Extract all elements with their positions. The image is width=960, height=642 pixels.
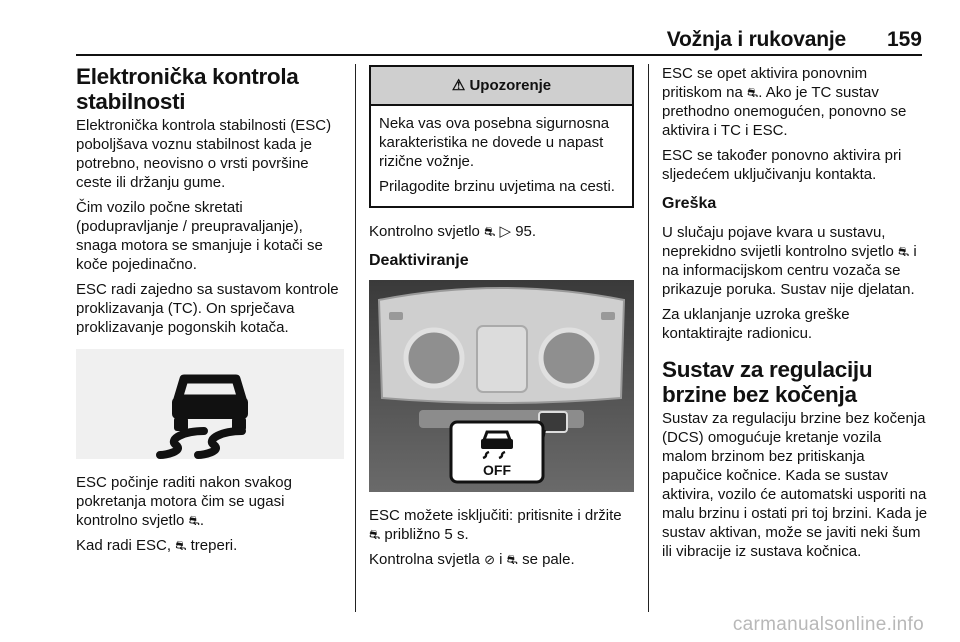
warning-body xyxy=(371,106,632,206)
column-1 xyxy=(76,64,344,561)
paragraph: ESC počinje raditi nakon svakog pokretanja motora čim se ugasi kontrolno svjetlo ⛐. xyxy=(76,474,292,529)
esc-symbol-illustration xyxy=(76,349,344,459)
esc-icon: ⛐ xyxy=(175,538,187,553)
console-photo xyxy=(369,280,634,492)
paragraph: Za uklanjanje uzroka greške kontaktirajte radionicu. xyxy=(662,306,850,342)
page-number: 159 xyxy=(886,28,922,51)
esc-icon: ⛐ xyxy=(188,513,200,528)
esc-icon: ⛐ xyxy=(897,244,910,259)
column-divider xyxy=(648,64,649,612)
esc-off-icon: ⛐ xyxy=(369,527,381,542)
warning-triangle-icon: ⚠ xyxy=(451,77,466,94)
esc-icon: ⛐ xyxy=(484,224,496,239)
warning-header: ⚠ Upozorenje xyxy=(371,67,632,106)
section-heading-esc: Elektronička kontrola stabilnosti xyxy=(76,64,299,114)
esc-off-icon: ⛐ xyxy=(747,85,759,100)
subheading-fault: Greška xyxy=(662,195,717,212)
esc-icon xyxy=(76,349,344,459)
off-button-label: OFF xyxy=(483,462,511,478)
paragraph: ESC radi zajedno sa sustavom kontrole proklizavanja (TC). On sprječava proklizavanje pogonskih kotača. xyxy=(76,281,339,336)
column-2 xyxy=(369,64,634,575)
paragraph: Čim vozilo počne skretati (podupravljanje / preupravaljanje), snaga motora se smanjuje i kotači se koče pojedinačno. xyxy=(76,199,323,273)
paragraph: Sustav za regulaciju brzine bez kočenja (DCS) omogućuje kretanje vozila malom brzinom bez pritiskanja papučice kočnice. Kada se sustav aktivira, vozilo će automatski usporiti na malu brzinu i ostati pri toj brzini. Kada je sustav aktivan, može se javiti neki šum ili vibracije iz sustava kočnica. xyxy=(662,410,928,560)
paragraph: U slučaju pojave kvara u sustavu, neprekidno svijetli kontrolno svjetlo ⛐ i na informacijskom centru vozača se prikazuje poruka. Sustav nije djelatan. xyxy=(662,224,917,298)
paragraph: Elektronička kontrola stabilnosti (ESC) poboljšava voznu stabilnost kada je potrebno, neovisno o vrsti površine ceste ili držanju gume. xyxy=(76,117,332,191)
watermark: carmanualsonline.info xyxy=(732,614,924,635)
header-rule xyxy=(76,54,922,56)
section-heading-dcs: Sustav za regulaciju brzine bez kočenja xyxy=(662,357,873,407)
paragraph: ESC se također ponovno aktivira pri sljedećem uključivanju kontakta. xyxy=(662,147,902,183)
warning-box xyxy=(369,65,634,208)
column-3 xyxy=(662,64,928,567)
paragraph: Kontrolno svjetlo ⛐ ▷ 95. xyxy=(369,223,537,240)
paragraph: Neka vas ova posebna sigurnosna karakteristika ne dovede u napast rizične vožnje. xyxy=(379,115,610,170)
paragraph: Kad radi ESC, ⛐ treperi. xyxy=(76,537,238,554)
running-title: Vožnja i rukovanje xyxy=(666,28,846,51)
paragraph: ESC se opet aktivira ponovnim pritiskom na ⛐. Ako je TC sustav prethodno onemogućen, ponovno se aktivira i TC i ESC. xyxy=(662,65,907,139)
column-divider xyxy=(355,64,356,612)
tc-off-icon: ⊘ xyxy=(484,552,495,567)
paragraph: ESC možete isključiti: pritisnite i držite ⛐ približno 5 s. xyxy=(369,507,622,543)
esc-off-icon: ⛐ xyxy=(506,552,518,567)
page-ref-icon: ▷ xyxy=(499,223,512,240)
paragraph: Kontrolna svjetla ⊘ i ⛐ se pale. xyxy=(369,551,575,568)
subheading-deactivation: Deaktiviranje xyxy=(369,252,469,269)
paragraph: Prilagodite brzinu uvjetima na cesti. xyxy=(379,178,615,195)
page-header xyxy=(76,22,922,56)
